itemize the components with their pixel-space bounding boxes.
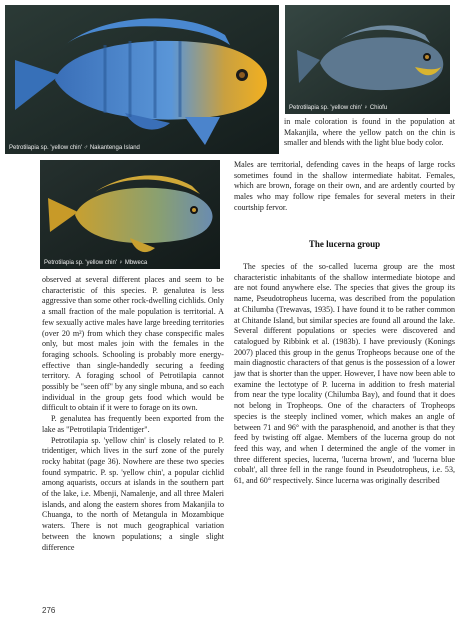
text-right-mid (234, 160, 455, 214)
photo-caption: Petrotilapia sp. 'yellow chin' ♂ Nakantenga Island (9, 145, 140, 151)
text-right-body (234, 262, 455, 487)
photo-caption: Petrotilapia sp. 'yellow chin' ♀ Mbweca (44, 260, 148, 266)
paragraph: P. genalutea has frequently been exported from the lake as "Petrotilapia Tridentiger". (42, 414, 224, 434)
photo-female-mbweca (40, 160, 220, 269)
paragraph: Males are territorial, defending caves in the heaps of large rocks sometimes found in the shallow intermediate habitat. Females, which are brown, forage on their own, and are ardently courted by males who may follow ripe females for several meters in their courtship fervor. (234, 160, 455, 212)
fish-female-image (285, 5, 450, 114)
page-number: 276 (42, 606, 56, 615)
text-right-top (284, 117, 455, 149)
photo-male-nakantenga (5, 5, 279, 154)
fish-male-image (5, 5, 279, 154)
paragraph: observed at several different places and seem to be characteristic of this species. P. genalutea is less aggressive than some other rock-dwelling cichlids. Only a small fraction of the male population is territorial. A few sexually active males have large breeding territories (over 20 m²) from which they chase conspecific males only, but most males join with the females in the foraging schools. Schooling is probably more energy-effective than single-handedly securing a feeding territory. A foraging school of Petrotilapia cannot possibly be "seen off" by any single mbuna, and so each individual in the group gets food which would be difficult to obtain if it were to forage on its own. (42, 275, 224, 413)
photo-caption: Petrotilapia sp. 'yellow chin' ♀ Chiofu (289, 105, 388, 111)
section-heading: The lucerna group (308, 239, 381, 249)
paragraph: in male coloration is found in the population at Makanjila, where the yellow patch on the chin is smaller and blends with the light blue body color. (284, 117, 455, 148)
paragraph: The species of the so-called lucerna group are the most characteristic inhabitants of the shallow intermediate biotope and are not found anywhere else. The species that gives the group its name, Pseudotropheus lucerna, was described from the population at Chilumba (Trewavas, 1935). I have found it to be rather common at Chitande Island, but similar species are found all around the lake. Several different populations or species were discovered and catalogued by Ribbink et al. (1983b). I have previously (Konings 2007) placed this group in the genus Tropheops because one of the main diagnostic characters of that genus is the possession of a lower jaw that is shorter than the upper. However, I have now been able to examine the lectotype of P. lucerna in addition to fresh material from near the type locality (Chilumba Bay), and found that it does not belong in Tropheops. One of the characters of Tropheops species is the steeply inclined vomer, which makes an angle of between 71 and 96° with the parasphenoid, and another is that they feed by twisting off algae. Members of the lucerna group do not feed this way, and when I determined the angle of the vomer in three different species, lucerna, 'lucerna brown', and 'lucerna blue cobalt', all three fell in the range found in Pseudotropheus, i.e. 53, 61, and 60° respectively. Since lucerna was originally described (234, 262, 455, 486)
paragraph: Petrotilapia sp. 'yellow chin' is closely related to P. tridentiger, which lives in the surf zone of the purely rocky habitat (page 36). Nowhere are these two species found sympatric. P. sp. 'yellow chin', a popular cichlid among aquarists, occurs at islands in the southern part of the lake, i.e. Mbenji, Namalenje, and all three Maleri islands, and along the eastern shores from Makanjila to Chuanga, to the north of Metangula in Mozambique waters. There is not much geographical variation between the known populations; a single slight difference (42, 435, 224, 552)
fish-female-image (40, 160, 220, 269)
photo-female-chiofu (285, 5, 450, 114)
text-left-column (42, 275, 224, 553)
